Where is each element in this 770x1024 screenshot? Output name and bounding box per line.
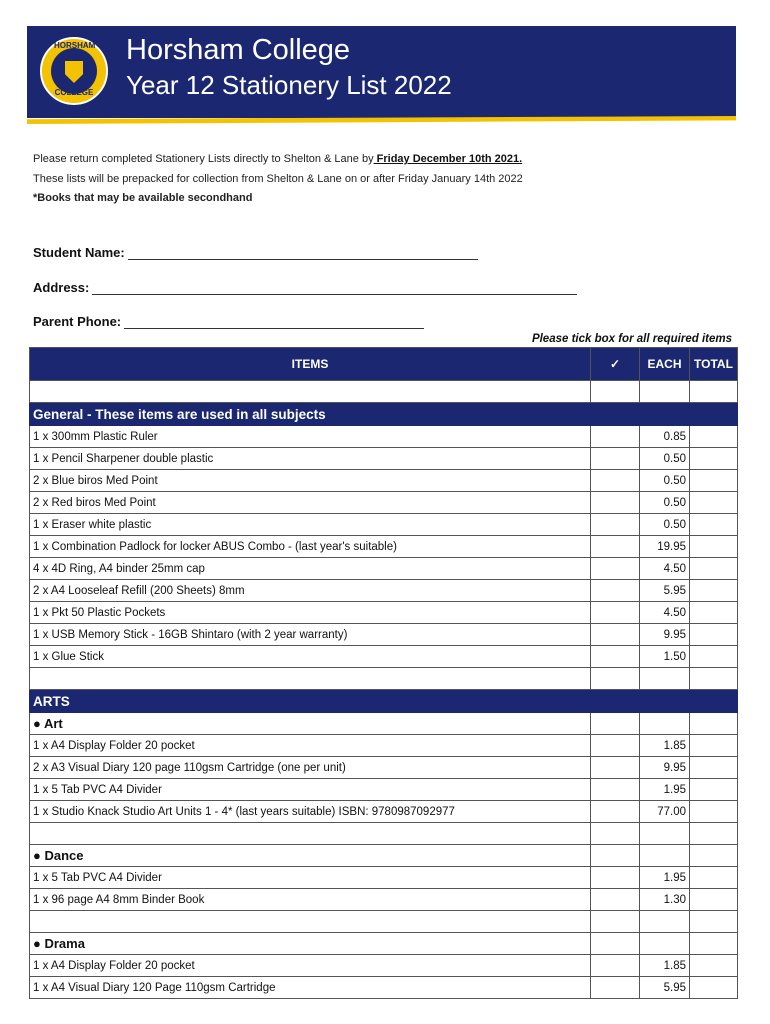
list-title: Year 12 Stationery List 2022 xyxy=(126,70,452,100)
item-price: 1.95 xyxy=(640,867,690,889)
item-price: 9.95 xyxy=(640,757,690,779)
empty-cell xyxy=(30,668,591,690)
item-name: 1 x Pencil Sharpener double plastic xyxy=(30,448,591,470)
empty-cell xyxy=(690,823,738,845)
item-total[interactable] xyxy=(690,426,738,448)
empty-cell xyxy=(690,933,738,955)
logo-text-bottom: COLLEGE xyxy=(54,88,94,97)
tick-box[interactable] xyxy=(591,757,640,779)
table-body xyxy=(30,381,738,999)
table-header-row xyxy=(30,348,738,381)
empty-cell xyxy=(591,668,640,690)
tick-box[interactable] xyxy=(591,602,640,624)
empty-cell xyxy=(640,668,690,690)
item-price: 5.95 xyxy=(640,580,690,602)
item-price: 9.95 xyxy=(640,624,690,646)
item-total[interactable] xyxy=(690,536,738,558)
tick-box[interactable] xyxy=(591,801,640,823)
item-name: 1 x 300mm Plastic Ruler xyxy=(30,426,591,448)
item-total[interactable] xyxy=(690,470,738,492)
item-total[interactable] xyxy=(690,779,738,801)
empty-cell xyxy=(640,933,690,955)
section-heading: ARTS xyxy=(30,690,738,713)
college-logo xyxy=(40,37,108,105)
tick-box[interactable] xyxy=(591,624,640,646)
logo-text-top: HORSHAM xyxy=(54,41,96,50)
item-price: 19.95 xyxy=(640,536,690,558)
instruction-line-2: These lists will be prepacked for collection from Shelton & Lane on or after Friday January 14th 2022 xyxy=(33,173,523,185)
table-row xyxy=(30,624,738,646)
school-name: Horsham College xyxy=(126,34,351,66)
tick-box[interactable] xyxy=(591,933,640,955)
empty-cell xyxy=(640,713,690,735)
table-row xyxy=(30,735,738,757)
tick-box[interactable] xyxy=(591,558,640,580)
instruction-line-1 xyxy=(33,153,522,165)
section-heading: General - These items are used in all subjects xyxy=(30,403,738,426)
item-price: 1.30 xyxy=(640,889,690,911)
tick-box[interactable] xyxy=(591,955,640,977)
table-row xyxy=(30,602,738,624)
item-name: 1 x 5 Tab PVC A4 Divider xyxy=(30,867,591,889)
table-row xyxy=(30,448,738,470)
item-name: 1 x Glue Stick xyxy=(30,646,591,668)
table-row xyxy=(30,955,738,977)
student-name-field[interactable] xyxy=(33,245,478,260)
tick-box[interactable] xyxy=(591,470,640,492)
item-total[interactable] xyxy=(690,889,738,911)
item-price: 0.50 xyxy=(640,492,690,514)
tick-box[interactable] xyxy=(591,845,640,867)
address-line[interactable] xyxy=(92,284,577,295)
item-total[interactable] xyxy=(690,492,738,514)
table-row xyxy=(30,977,738,999)
item-total[interactable] xyxy=(690,735,738,757)
item-name: 1 x 5 Tab PVC A4 Divider xyxy=(30,779,591,801)
empty-cell xyxy=(640,823,690,845)
tick-box[interactable] xyxy=(591,867,640,889)
table-row xyxy=(30,470,738,492)
address-label: Address: xyxy=(33,280,90,295)
empty-cell xyxy=(640,845,690,867)
item-total[interactable] xyxy=(690,580,738,602)
tick-box[interactable] xyxy=(591,492,640,514)
item-name: 2 x A4 Looseleaf Refill (200 Sheets) 8mm xyxy=(30,580,591,602)
item-total[interactable] xyxy=(690,558,738,580)
empty-cell xyxy=(690,845,738,867)
item-total[interactable] xyxy=(690,977,738,999)
section-heading-row xyxy=(30,690,738,713)
empty-cell xyxy=(640,911,690,933)
item-total[interactable] xyxy=(690,955,738,977)
tick-box[interactable] xyxy=(591,426,640,448)
blank-row xyxy=(30,668,738,690)
item-name: 1 x A4 Display Folder 20 pocket xyxy=(30,955,591,977)
table-row xyxy=(30,867,738,889)
parent-phone-label: Parent Phone: xyxy=(33,314,122,329)
item-total[interactable] xyxy=(690,801,738,823)
empty-cell xyxy=(690,911,738,933)
table-row xyxy=(30,558,738,580)
item-total[interactable] xyxy=(690,757,738,779)
item-price: 4.50 xyxy=(640,602,690,624)
tick-box[interactable] xyxy=(591,779,640,801)
empty-cell xyxy=(30,911,591,933)
item-price: 1.95 xyxy=(640,779,690,801)
item-name: 1 x Studio Knack Studio Art Units 1 - 4* (last years suitable) ISBN: 9780987092977 xyxy=(30,801,591,823)
item-price: 0.50 xyxy=(640,470,690,492)
tick-box[interactable] xyxy=(591,448,640,470)
item-name: 2 x Blue biros Med Point xyxy=(30,470,591,492)
subject-row xyxy=(30,845,738,867)
subject-label: ● Dance xyxy=(30,845,591,867)
tick-box[interactable] xyxy=(591,536,640,558)
tick-box[interactable] xyxy=(591,713,640,735)
stationery-table xyxy=(29,347,738,999)
blank-row xyxy=(30,911,738,933)
empty-cell xyxy=(591,911,640,933)
item-price: 1.50 xyxy=(640,646,690,668)
item-name: 1 x Pkt 50 Plastic Pockets xyxy=(30,602,591,624)
empty-cell xyxy=(30,823,591,845)
total-header: TOTAL xyxy=(690,348,738,381)
tick-box[interactable] xyxy=(591,646,640,668)
item-total[interactable] xyxy=(690,602,738,624)
items-header: ITEMS xyxy=(30,348,591,381)
item-total[interactable] xyxy=(690,624,738,646)
item-name: 1 x USB Memory Stick - 16GB Shintaro (with 2 year warranty) xyxy=(30,624,591,646)
each-header: EACH xyxy=(640,348,690,381)
item-price: 0.85 xyxy=(640,426,690,448)
item-price: 77.00 xyxy=(640,801,690,823)
item-total[interactable] xyxy=(690,448,738,470)
blank-row xyxy=(30,823,738,845)
subject-row xyxy=(30,933,738,955)
subject-label: ● Drama xyxy=(30,933,591,955)
item-price: 4.50 xyxy=(640,558,690,580)
item-name: 2 x Red biros Med Point xyxy=(30,492,591,514)
student-name-line[interactable] xyxy=(128,249,478,260)
tick-box[interactable] xyxy=(591,580,640,602)
table-row xyxy=(30,757,738,779)
item-total[interactable] xyxy=(690,514,738,536)
subject-row xyxy=(30,713,738,735)
table-row xyxy=(30,536,738,558)
table-row xyxy=(30,514,738,536)
item-total[interactable] xyxy=(690,867,738,889)
tick-header: ✓ xyxy=(591,348,640,381)
item-name: 1 x A4 Display Folder 20 pocket xyxy=(30,735,591,757)
item-total[interactable] xyxy=(690,646,738,668)
item-price: 0.50 xyxy=(640,448,690,470)
parent-phone-field[interactable] xyxy=(33,314,424,329)
blank-row xyxy=(30,381,738,403)
item-name: 1 x Combination Padlock for locker ABUS Combo - (last year's suitable) xyxy=(30,536,591,558)
empty-cell xyxy=(690,668,738,690)
item-price: 5.95 xyxy=(640,977,690,999)
empty-cell xyxy=(690,713,738,735)
tick-note: Please tick box for all required items xyxy=(531,333,732,345)
item-name: 1 x Eraser white plastic xyxy=(30,514,591,536)
tick-box[interactable] xyxy=(591,514,640,536)
student-name-label: Student Name: xyxy=(33,245,125,260)
empty-cell xyxy=(591,823,640,845)
item-price: 1.85 xyxy=(640,955,690,977)
table-row xyxy=(30,801,738,823)
table-row xyxy=(30,646,738,668)
item-name: 1 x A4 Visual Diary 120 Page 110gsm Cartridge xyxy=(30,977,591,999)
table-row xyxy=(30,426,738,448)
tick-box[interactable] xyxy=(591,889,640,911)
table-row xyxy=(30,889,738,911)
item-name: 2 x A3 Visual Diary 120 page 110gsm Cartridge (one per unit) xyxy=(30,757,591,779)
parent-phone-line[interactable] xyxy=(124,318,424,329)
address-field[interactable] xyxy=(33,280,577,295)
subject-label: ● Art xyxy=(30,713,591,735)
item-price: 0.50 xyxy=(640,514,690,536)
table-row xyxy=(30,580,738,602)
item-name: 4 x 4D Ring, A4 binder 25mm cap xyxy=(30,558,591,580)
table-row xyxy=(30,779,738,801)
item-price: 1.85 xyxy=(640,735,690,757)
tick-box[interactable] xyxy=(591,977,640,999)
table-row xyxy=(30,492,738,514)
return-date: Friday December 10th 2021. xyxy=(373,153,523,165)
section-heading-row xyxy=(30,403,738,426)
tick-box[interactable] xyxy=(591,735,640,757)
instruction-text: Please return completed Stationery Lists directly to Shelton & Lane by xyxy=(33,153,374,165)
instruction-line-3: *Books that may be available secondhand xyxy=(33,192,253,204)
item-name: 1 x 96 page A4 8mm Binder Book xyxy=(30,889,591,911)
